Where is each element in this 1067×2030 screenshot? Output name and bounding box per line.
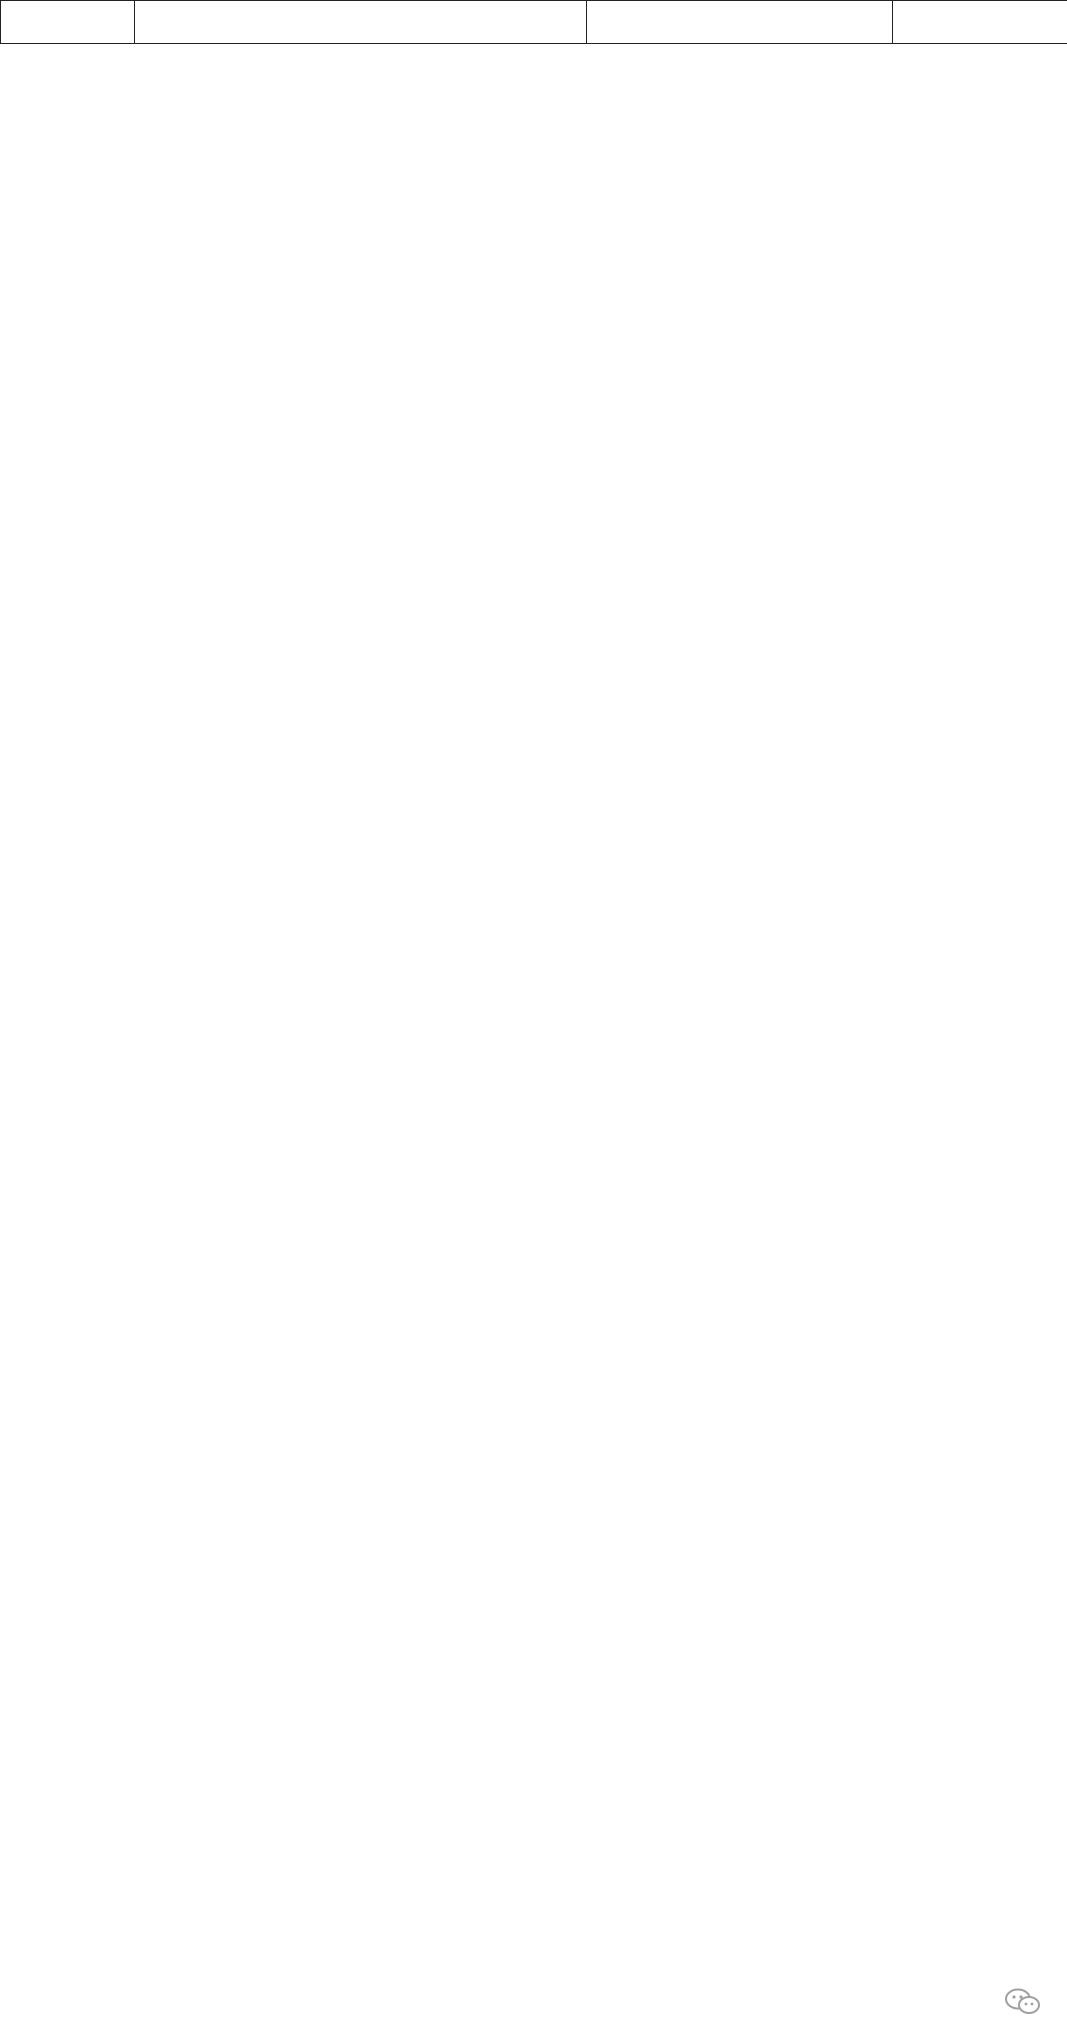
watermark	[1005, 1988, 1049, 2016]
award-table	[0, 0, 1067, 44]
header-award	[893, 1, 1067, 44]
wechat-icon	[1005, 1988, 1041, 2016]
header-school	[135, 1, 587, 44]
header-name	[1, 1, 135, 44]
header-topic	[587, 1, 893, 44]
header-row	[1, 1, 1067, 44]
